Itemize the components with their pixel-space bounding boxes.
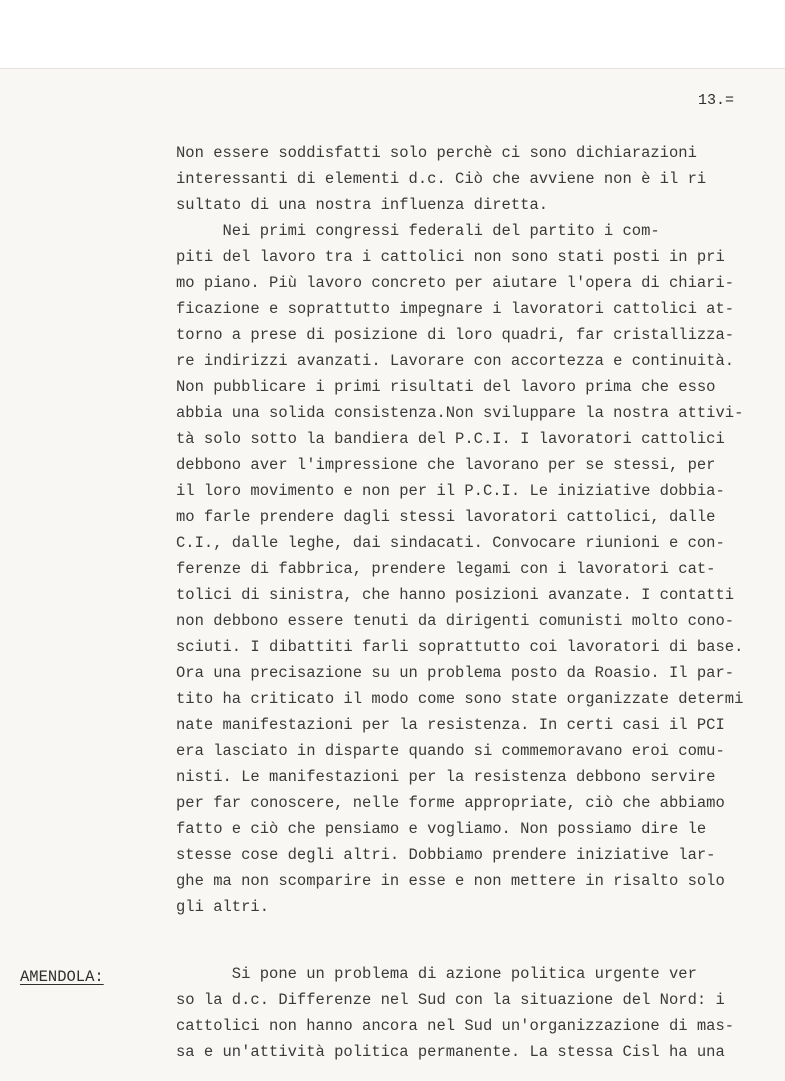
text-line: non debbono essere tenuti da dirigenti comunisti molto cono-: [176, 612, 735, 630]
text-line: tà solo sotto la bandiera del P.C.I. I lavoratori cattolici: [176, 430, 725, 448]
paragraph-1: [176, 140, 776, 218]
text-line: cattolici non hanno ancora nel Sud un'organizzazione di mas-: [176, 1017, 735, 1035]
text-line: tito ha criticato il modo come sono state organizzate determi: [176, 690, 744, 708]
speaker-paragraph: [176, 961, 776, 1065]
text-line: so la d.c. Differenze nel Sud con la situazione del Nord: i: [176, 991, 725, 1009]
text-line: abbia una solida consistenza.Non sviluppare la nostra attivi-: [176, 404, 744, 422]
text-line: ficazione e soprattutto impegnare i lavoratori cattolici at-: [176, 300, 735, 318]
text-line: il loro movimento e non per il P.C.I. Le iniziative dobbia-: [176, 482, 725, 500]
text-line: nisti. Le manifestazioni per la resistenza debbono servire: [176, 768, 716, 786]
text-line: Ora una precisazione su un problema posto da Roasio. Il par-: [176, 664, 735, 682]
text-line: Non essere soddisfatti solo perchè ci sono dichiarazioni: [176, 144, 697, 162]
text-line: interessanti di elementi d.c. Ciò che avviene non è il ri: [176, 170, 707, 188]
speaker-label: AMENDOLA:: [20, 968, 104, 986]
text-line: mo farle prendere dagli stessi lavoratori cattolici, dalle: [176, 508, 716, 526]
text-line: debbono aver l'impressione che lavorano per se stessi, per: [176, 456, 716, 474]
text-line: Nei primi congressi federali del partito i com-: [176, 222, 660, 240]
text-line: tolici di sinistra, che hanno posizioni avanzate. I contatti: [176, 586, 735, 604]
text-line: C.I., dalle leghe, dai sindacati. Convocare riunioni e con-: [176, 534, 725, 552]
text-line: era lasciato in disparte quando si commemoravano eroi comu-: [176, 742, 725, 760]
text-line: sultato di una nostra influenza diretta.: [176, 196, 549, 214]
text-line: per far conoscere, nelle forme appropriate, ciò che abbiamo: [176, 794, 725, 812]
text-line: nate manifestazioni per la resistenza. In certi casi il PCI: [176, 716, 725, 734]
text-line: stesse cose degli altri. Dobbiamo prendere iniziative lar-: [176, 846, 716, 864]
page-number: 13.=: [698, 92, 735, 109]
text-line: ferenze di fabbrica, prendere legami con i lavoratori cat-: [176, 560, 716, 578]
text-line: re indirizzi avanzati. Lavorare con accortezza e continuità.: [176, 352, 735, 370]
text-line: sciuti. I dibattiti farli soprattutto coi lavoratori di base.: [176, 638, 744, 656]
text-line: Si pone un problema di azione politica urgente ver: [176, 965, 697, 983]
text-line: piti del lavoro tra i cattolici non sono stati posti in pri: [176, 248, 725, 266]
text-line: fatto e ciò che pensiamo e vogliamo. Non possiamo dire le: [176, 820, 707, 838]
text-line: mo piano. Più lavoro concreto per aiutare l'opera di chiari-: [176, 274, 735, 292]
text-line: sa e un'attività politica permanente. La stessa Cisl ha una: [176, 1043, 725, 1061]
text-line: Non pubblicare i primi risultati del lavoro prima che esso: [176, 378, 716, 396]
paragraph-2: [176, 218, 776, 920]
text-line: ghe ma non scomparire in esse e non mettere in risalto solo: [176, 872, 725, 890]
text-line: torno a prese di posizione di loro quadri, far cristallizza-: [176, 326, 735, 344]
text-line: gli altri.: [176, 898, 270, 916]
